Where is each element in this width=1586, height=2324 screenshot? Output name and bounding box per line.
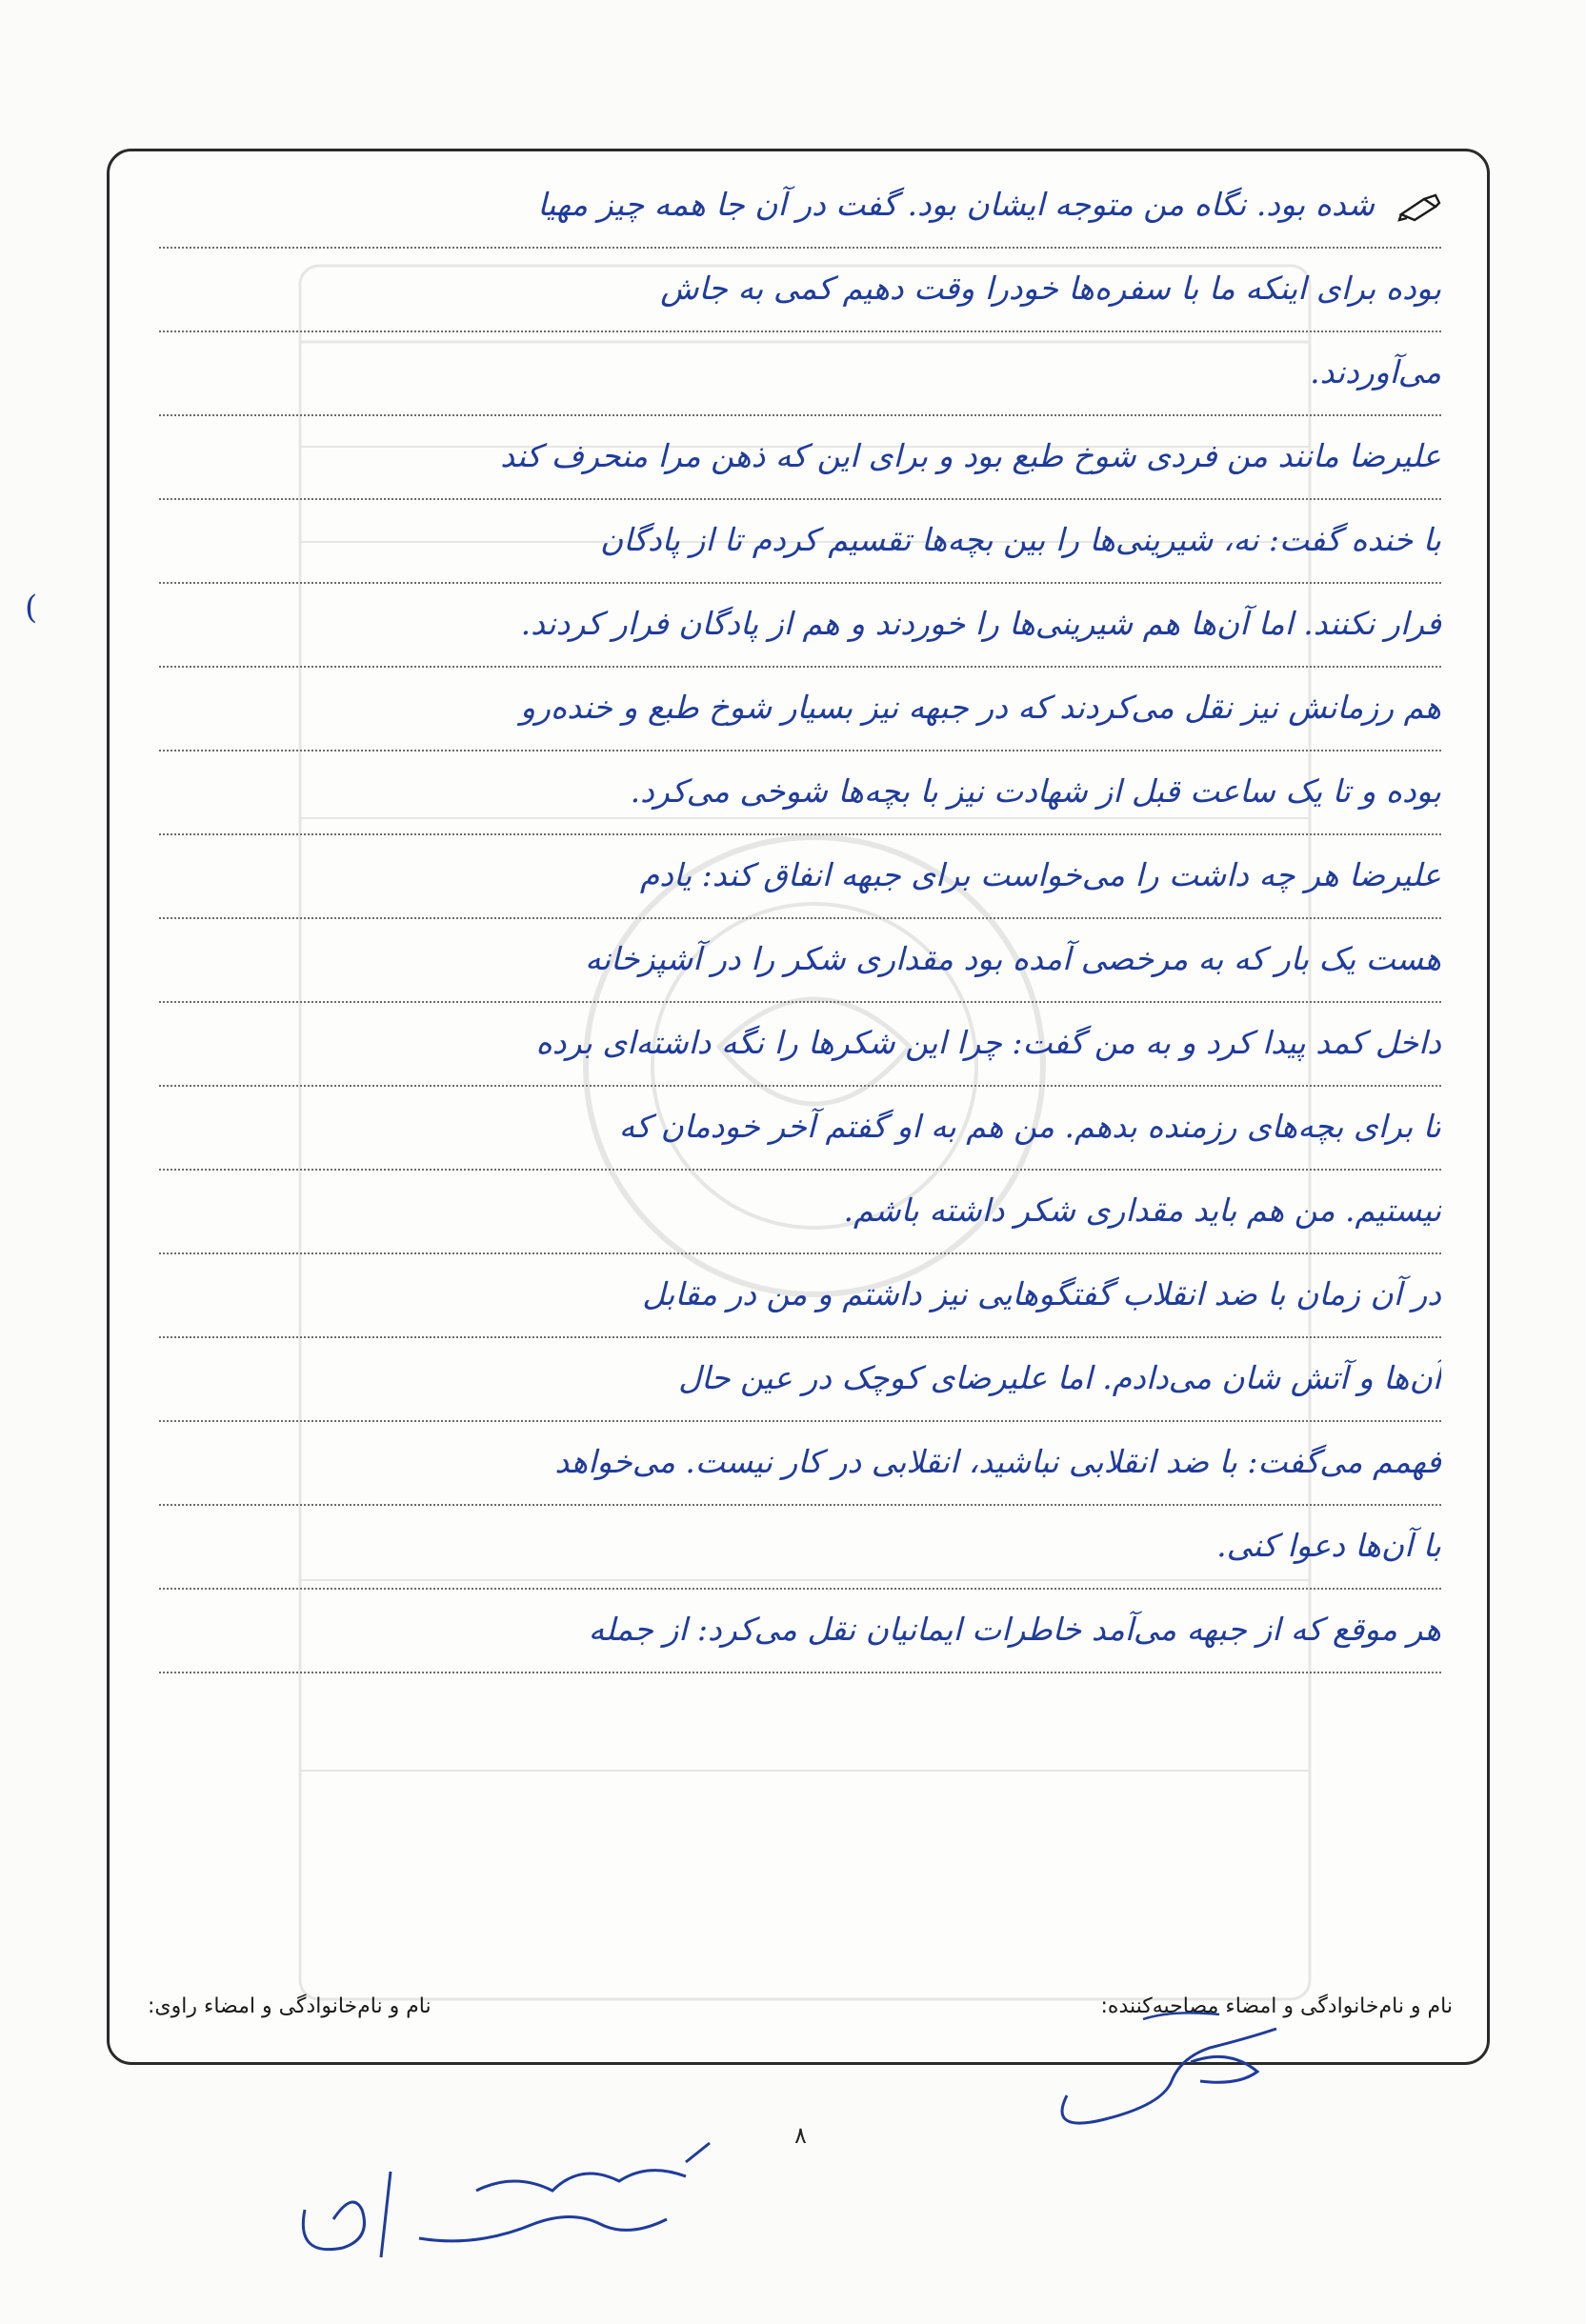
text-line <box>159 919 1441 1003</box>
line-text: می‌آوردند. <box>1310 353 1441 391</box>
line-text: آن‌ها و آتش شان می‌دادم. اما علیرضای کوچک در عین حال <box>678 1359 1441 1396</box>
line-text: داخل کمد پیدا کرد و به من گفت: چرا این شکرها را نگه داشته‌ای برده <box>535 1024 1441 1061</box>
line-text: شده بود. نگاه من متوجه ایشان بود. گفت در آن جا همه چیز مهیا <box>537 186 1375 223</box>
line-text: هست یک بار که به مرخصی آمده بود مقداری شکر را در آشپزخانه <box>585 940 1441 977</box>
line-text: نیستیم. من هم باید مقداری شکر داشته باشم. <box>843 1192 1441 1229</box>
text-line <box>159 584 1441 668</box>
text-line <box>159 500 1441 584</box>
narrator-signature-label: نام و نام‌خانوادگی و امضاء راوی: <box>148 1994 432 2018</box>
line-text: فرار نکنند. اما آن‌ها هم شیرینی‌ها را خوردند و هم از پادگان فرار کردند. <box>520 605 1441 642</box>
line-text: هم رزمانش نیز نقل می‌کردند که در جبهه نیز بسیار شوخ طبع و خنده‌رو <box>520 689 1441 726</box>
text-line <box>159 1087 1441 1171</box>
interviewer-signature-label: نام و نام‌خانوادگی و امضاء مصاحبه‌کننده: <box>1100 1994 1453 2018</box>
margin-mark: ( <box>25 589 38 627</box>
line-text: با خنده گفت: نه، شیرینی‌ها را بین بچه‌ها تقسیم کردم تا از پادگان <box>599 521 1441 558</box>
text-line <box>159 332 1441 416</box>
text-line <box>159 165 1441 249</box>
page-number: ۸ <box>794 2122 807 2149</box>
line-text: فهمم می‌گفت: با ضد انقلابی نباشید، انقلابی در کار نیست. می‌خواهد <box>554 1443 1441 1480</box>
line-text: با آن‌ها دعوا کنی. <box>1216 1527 1441 1564</box>
line-text: علیرضا هر چه داشت را می‌خواست برای جبهه انفاق کند: یادم <box>639 856 1441 893</box>
interviewer-signature <box>1029 1991 1315 2134</box>
text-line <box>159 1590 1441 1673</box>
text-line <box>159 668 1441 751</box>
pen-hand-icon <box>1397 193 1441 222</box>
text-line <box>159 1003 1441 1087</box>
line-text: تا برای بچه‌های رزمنده بدهم. من هم به او گفتم آخر خودمان که <box>618 1108 1441 1145</box>
line-text: علیرضا مانند من فردی شوخ طبع بود و برای این که ذهن مرا منحرف کند <box>500 437 1441 474</box>
line-text: بوده برای اینکه ما با سفره‌ها خودرا وقت دهیم کمی به جاش <box>660 270 1441 307</box>
text-line <box>159 249 1441 332</box>
text-line <box>159 751 1441 835</box>
narrator-signature <box>286 2134 743 2295</box>
text-line <box>159 416 1441 500</box>
text-line <box>159 1254 1441 1338</box>
text-line <box>159 1171 1441 1254</box>
handwritten-body <box>159 165 1441 1673</box>
line-text: در آن زمان با ضد انقلاب گفتگوهایی نیز داشتم و من در مقابل <box>642 1275 1441 1312</box>
text-line <box>159 1506 1441 1590</box>
text-line <box>159 1422 1441 1506</box>
text-line <box>159 835 1441 919</box>
text-line <box>159 1338 1441 1422</box>
line-text: بوده و تا یک ساعت قبل از شهادت نیز با بچه‌ها شوخی می‌کرد. <box>630 772 1441 810</box>
line-text: هر موقع که از جبهه می‌آمد خاطرات ایمانیان نقل می‌کرد: از جمله <box>588 1611 1441 1648</box>
form-frame <box>107 149 1490 2065</box>
